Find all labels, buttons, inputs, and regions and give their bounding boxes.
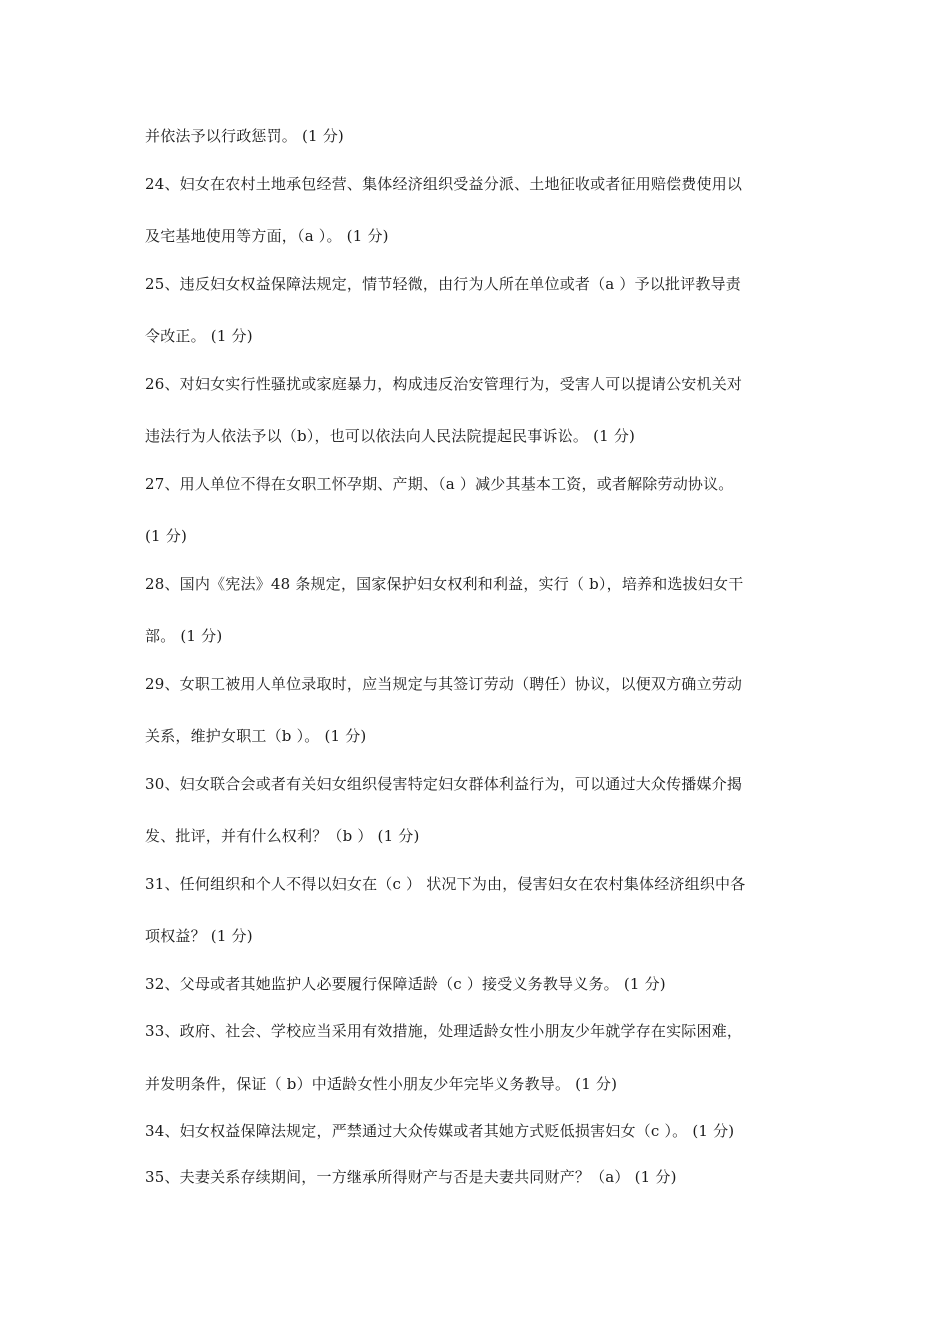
text-line: 29、女职工被用人单位录取时，应当规定与其签订劳动（聘任）协议，以便双方确立劳动 xyxy=(145,675,743,693)
text-line: 35、夫妻关系存续期间，一方继承所得财产与否是夫妻共同财产？（a） (1 分) xyxy=(145,1168,677,1186)
text-line: 26、对妇女实行性骚扰或家庭暴力，构成违反治安管理行为，受害人可以提请公安机关对 xyxy=(145,375,743,393)
text-line: 33、政府、社会、学校应当采用有效措施，处理适龄女性小朋友少年就学存在实际困难， xyxy=(145,1022,743,1040)
text-line: 及宅基地使用等方面，（a ）。 (1 分) xyxy=(145,227,389,245)
text-line: 部。 (1 分) xyxy=(145,627,223,645)
text-line: 32、父母或者其她监护人必要履行保障适龄（c ）接受义务教导义务。 (1 分) xyxy=(145,975,666,993)
text-line: 34、妇女权益保障法规定，严禁通过大众传媒或者其她方式贬低损害妇女（c ）。 (1 分) xyxy=(145,1122,735,1140)
text-line: 30、妇女联合会或者有关妇女组织侵害特定妇女群体利益行为，可以通过大众传播媒介揭 xyxy=(145,775,743,793)
text-line: 令改正。 (1 分) xyxy=(145,327,253,345)
text-line: 关系，维护女职工（b ）。 (1 分) xyxy=(145,727,367,745)
text-line: 31、任何组织和个人不得以妇女在（c ） 状况下为由，侵害妇女在农村集体经济组织中各 xyxy=(145,875,746,893)
text-line: 24、妇女在农村土地承包经营、集体经济组织受益分派、土地征收或者征用赔偿费使用以 xyxy=(145,175,743,193)
text-line: 27、用人单位不得在女职工怀孕期、产期、（a ）减少其基本工资，或者解除劳动协议。 xyxy=(145,475,734,493)
text-line: 28、国内《宪法》48 条规定，国家保护妇女权利和利益，实行（ b），培养和选拔妇女干 xyxy=(145,575,744,593)
text-line: 违法行为人依法予以（b），也可以依法向人民法院提起民事诉讼。 (1 分) xyxy=(145,427,636,445)
text-line: 并发明条件，保证（ b）中适龄女性小朋友少年完毕义务教导。 (1 分) xyxy=(145,1075,618,1093)
text-line: 发、批评，并有什么权利？（b ） (1 分) xyxy=(145,827,420,845)
text-line: 并依法予以行政惩罚。 (1 分) xyxy=(145,127,344,145)
text-line: 项权益？ (1 分) xyxy=(145,927,253,945)
text-line: 25、违反妇女权益保障法规定，情节轻微，由行为人所在单位或者（a ）予以批评教导责 xyxy=(145,275,742,293)
text-line: (1 分) xyxy=(145,527,188,545)
